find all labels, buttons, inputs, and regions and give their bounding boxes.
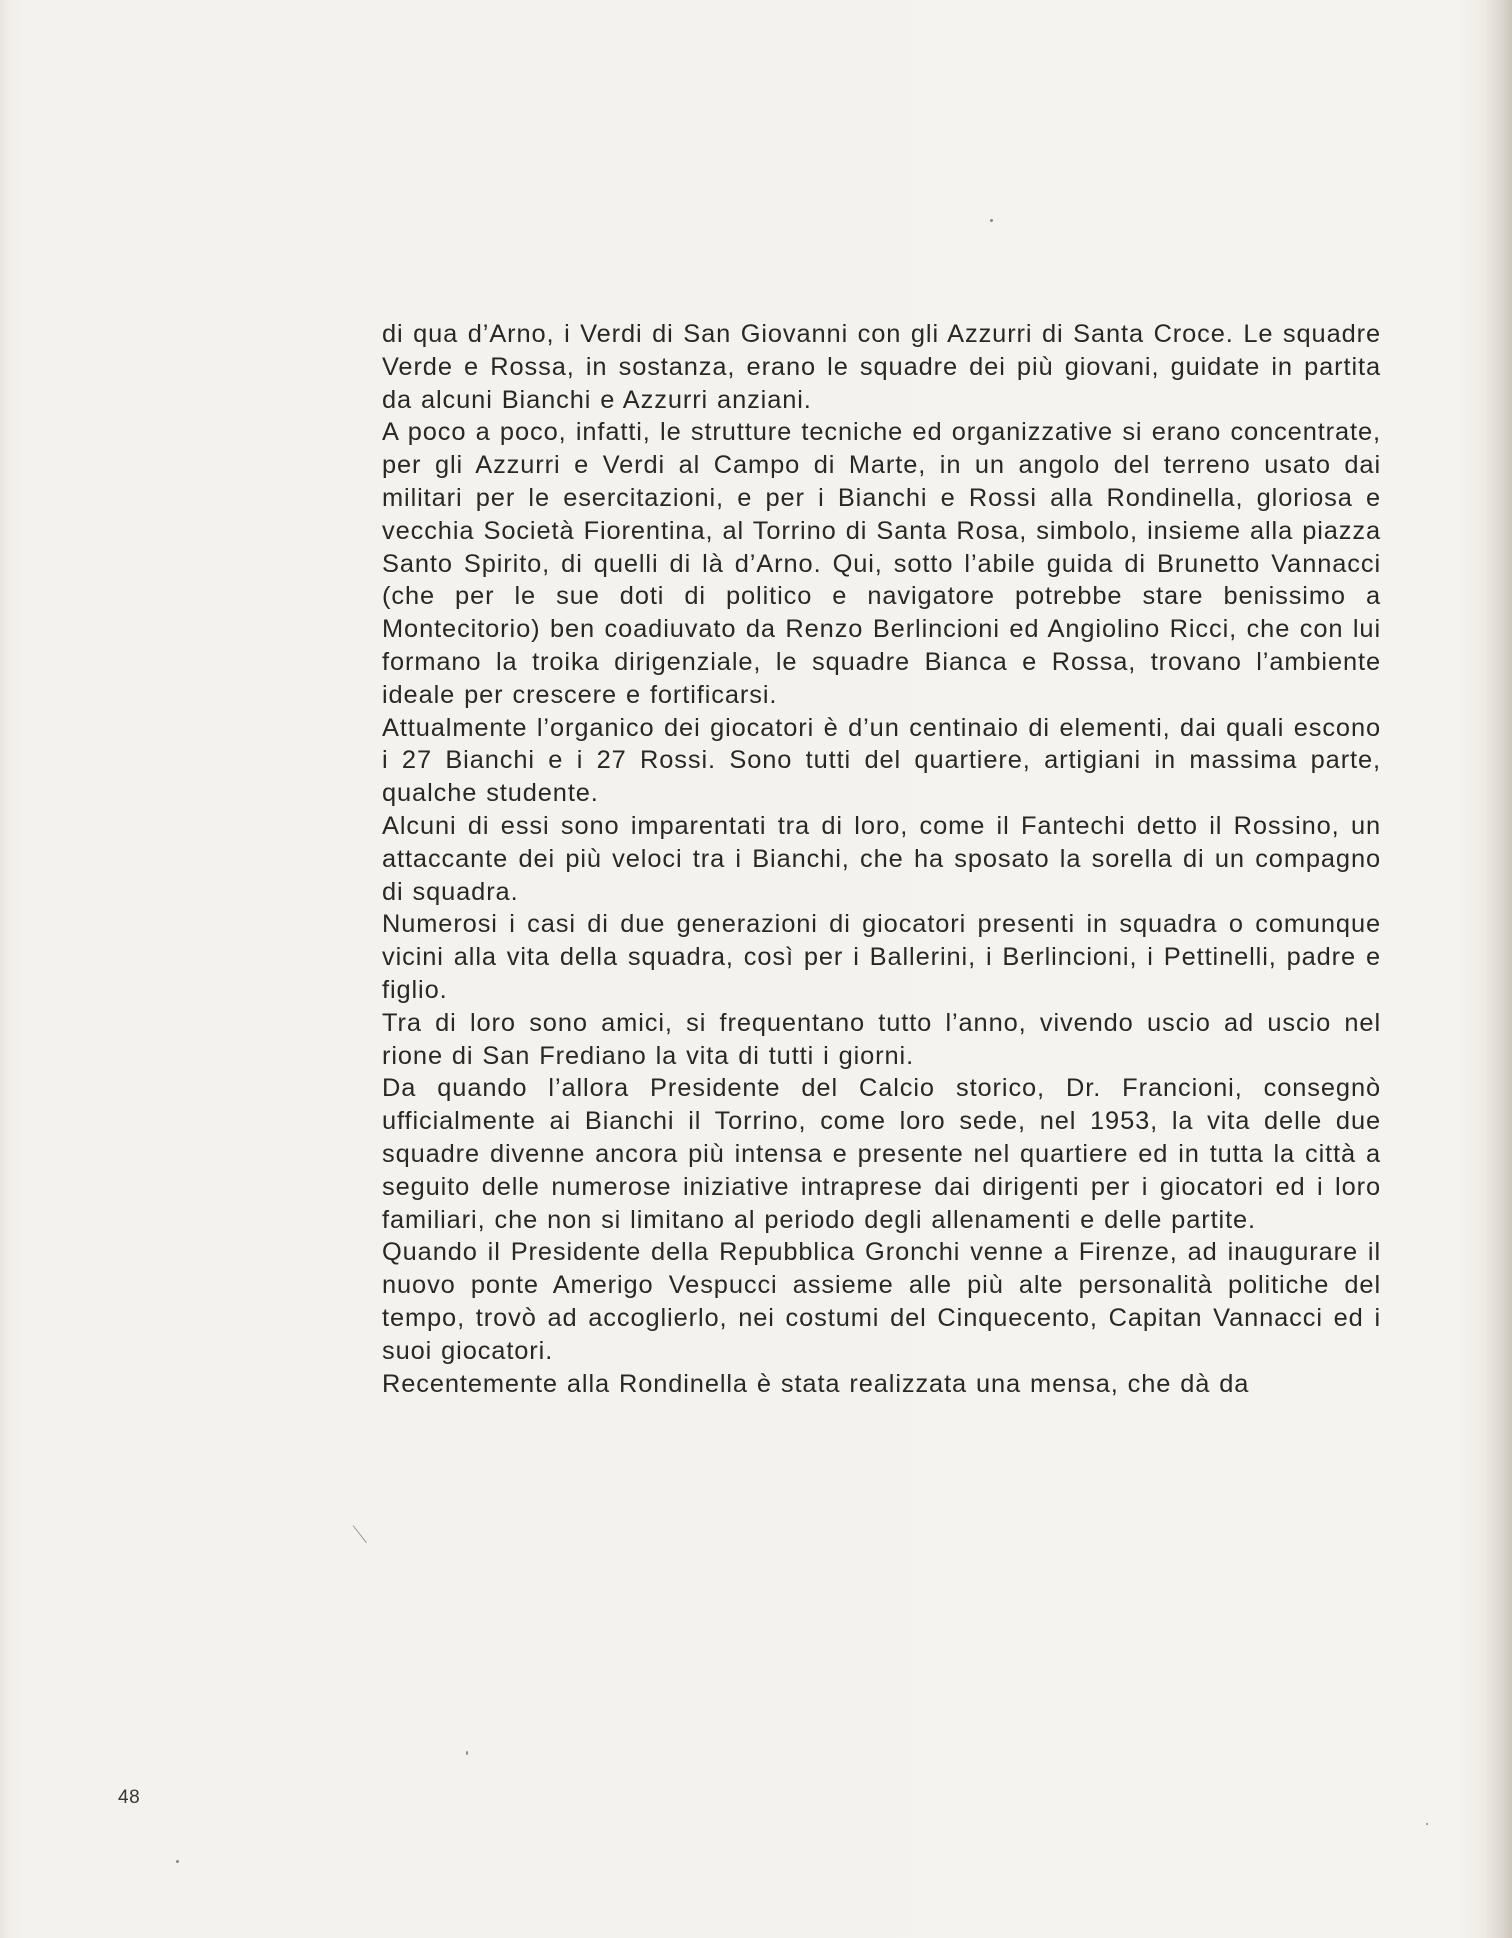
- paragraph-3: Attualmente l’organico dei giocatori è d’un centinaio di elementi, dai quali escono i 27 Bianchi e i 27 Rossi. Sono tutti del quartiere, artigiani in massima parte, qualche studente.: [382, 713, 1381, 808]
- paragraph-1: di qua d’Arno, i Verdi di San Giovanni con gli Azzurri di Santa Croce. Le squadre Verde e Rossa, in sostanza, erano le squadre dei più giovani, guidate in partita da alcuni Bianchi e Azzurri anziani.: [382, 320, 1381, 414]
- paragraph-8: Quando il Presidente della Repubblica Gronchi venne a Firenze, ad inaugurare il nuovo ponte Amerigo Vespucci assieme alle più alte personalità politiche del tempo, trovò ad accoglierlo, nei costumi del Cinquecento, Capitan Vannacci ed i suoi giocatori.: [382, 1238, 1381, 1365]
- page-left-edge: [0, 0, 10, 1938]
- paragraph-6: Tra di loro sono amici, si frequentano tutto l’anno, vivendo uscio ad uscio nel rione di San Frediano la vita di tutti i giorni.: [382, 1008, 1381, 1070]
- stray-pencil-mark: [353, 1525, 367, 1543]
- paragraph-9: Recentemente alla Rondinella è stata realizzata una mensa, che dà da: [382, 1369, 1250, 1398]
- dust-speck: [466, 1751, 468, 1755]
- page-right-edge: [1486, 0, 1512, 1938]
- dust-speck: [176, 1860, 179, 1863]
- body-text: [382, 318, 1381, 1400]
- paragraph-2: A poco a poco, infatti, le strutture tecniche ed organizzative si erano concentrate, per gli Azzurri e Verdi al Campo di Marte, in un angolo del terreno usato dai militari per le esercitazioni, e per i Bianchi e Rossi alla Rondinella, gloriosa e vecchia Società Fiorentina, al Torrino di Santa Rosa, simbolo, insieme alla piazza Santo Spirito, di quelli di là d’Arno. Qui, sotto l’abile guida di Brunetto Vannacci (che per le sue doti di politico e navigatore potrebbe stare benissimo a Montecitorio) ben coadiuvato da Renzo Berlincioni ed Angiolino Ricci, che con lui formano la troika dirigenziale, le squadre Bianca e Rossa, trovano l’ambiente ideale per crescere e fortificarsi.: [382, 418, 1381, 709]
- page-number: 48: [118, 1787, 141, 1808]
- paragraph-5: Numerosi i casi di due generazioni di giocatori presenti in squadra o comunque vicini alla vita della squadra, così per i Ballerini, i Berlincioni, i Pettinelli, padre e figlio.: [382, 910, 1381, 1004]
- paragraph-7: Da quando l’allora Presidente del Calcio storico, Dr. Francioni, consegnò ufficialmente ai Bianchi il Torrino, come loro sede, nel 1953, la vita delle due squadre divenne ancora più intensa e presente nel quartiere ed in tutta la città a seguito delle numerose iniziative intraprese dai dirigenti per i giocatori ed i loro familiari, che non si limitano al periodo degli allenamenti e delle partite.: [382, 1074, 1381, 1234]
- dust-speck: [990, 219, 993, 222]
- paragraph-4: Alcuni di essi sono imparentati tra di loro, come il Fantechi detto il Rossino, un attaccante dei più veloci tra i Bianchi, che ha sposato la sorella di un compagno di squadra.: [382, 811, 1381, 906]
- dust-speck: [1426, 1823, 1428, 1825]
